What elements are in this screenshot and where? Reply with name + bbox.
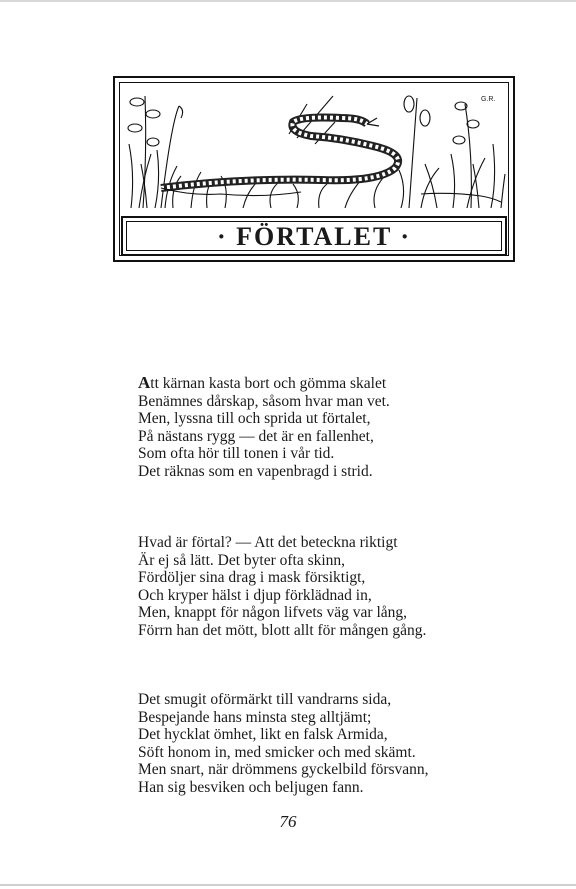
illustrator-monogram: G.R. bbox=[481, 96, 496, 103]
poem-line: Bespejande hans minsta steg alltjämt; bbox=[138, 708, 372, 726]
poem-line: Men snart, när drömmens gyckelbild försvann, bbox=[138, 761, 429, 779]
poem-line: Det hycklat ömhet, likt en falsk Armida, bbox=[138, 726, 388, 744]
stanza-1 bbox=[138, 374, 390, 481]
poem-line: Som ofta hör till tonen i vår tid. bbox=[138, 445, 335, 463]
poem-line: Och kryper hälst i djup förklädnad in, bbox=[138, 586, 372, 604]
poem-line: Förrn han det mött, blott allt för mången gång. bbox=[138, 621, 427, 639]
poem-line: Är ej så lätt. Det byter ofta skinn, bbox=[138, 551, 346, 569]
poem-title: · FÖRTALET · bbox=[216, 222, 412, 251]
snake-in-grass-illustration bbox=[121, 84, 507, 208]
poem-line: Han sig besviken och beljugen fann. bbox=[138, 778, 364, 796]
page-number: 76 bbox=[279, 812, 297, 831]
stanza-2 bbox=[138, 534, 426, 640]
stanza-3 bbox=[138, 691, 429, 797]
poem-line: Hvad är förtal? — Att det beteckna riktigt bbox=[138, 534, 398, 551]
poem-line: Fördöljer sina drag i mask försiktigt, bbox=[138, 569, 366, 587]
decorative-headpiece bbox=[113, 76, 515, 262]
poem-line: Det räknas som en vapenbragd i strid. bbox=[138, 462, 373, 480]
poem-line: Men, knappt för någon lifvets väg var lång, bbox=[138, 604, 408, 622]
poem-line: Benämnes dårskap, såsom hvar man vet. bbox=[138, 392, 390, 410]
poem-line: Söft honom in, med smicker och med skämt. bbox=[138, 743, 416, 761]
poem-line: På nästans rygg — det är en fallenhet, bbox=[138, 427, 374, 445]
poem-line: Att kärnan kasta bort och gömma skalet bbox=[138, 373, 387, 392]
drop-cap-initial: A bbox=[138, 373, 151, 392]
page-edge-bottom bbox=[0, 884, 576, 886]
title-box bbox=[121, 216, 507, 256]
poem-line: Men, lyssna till och sprida ut förtalet, bbox=[138, 410, 371, 428]
poem-line: Det smugit oförmärkt till vandrarns sida, bbox=[138, 691, 392, 708]
page-edge-top bbox=[0, 0, 576, 2]
